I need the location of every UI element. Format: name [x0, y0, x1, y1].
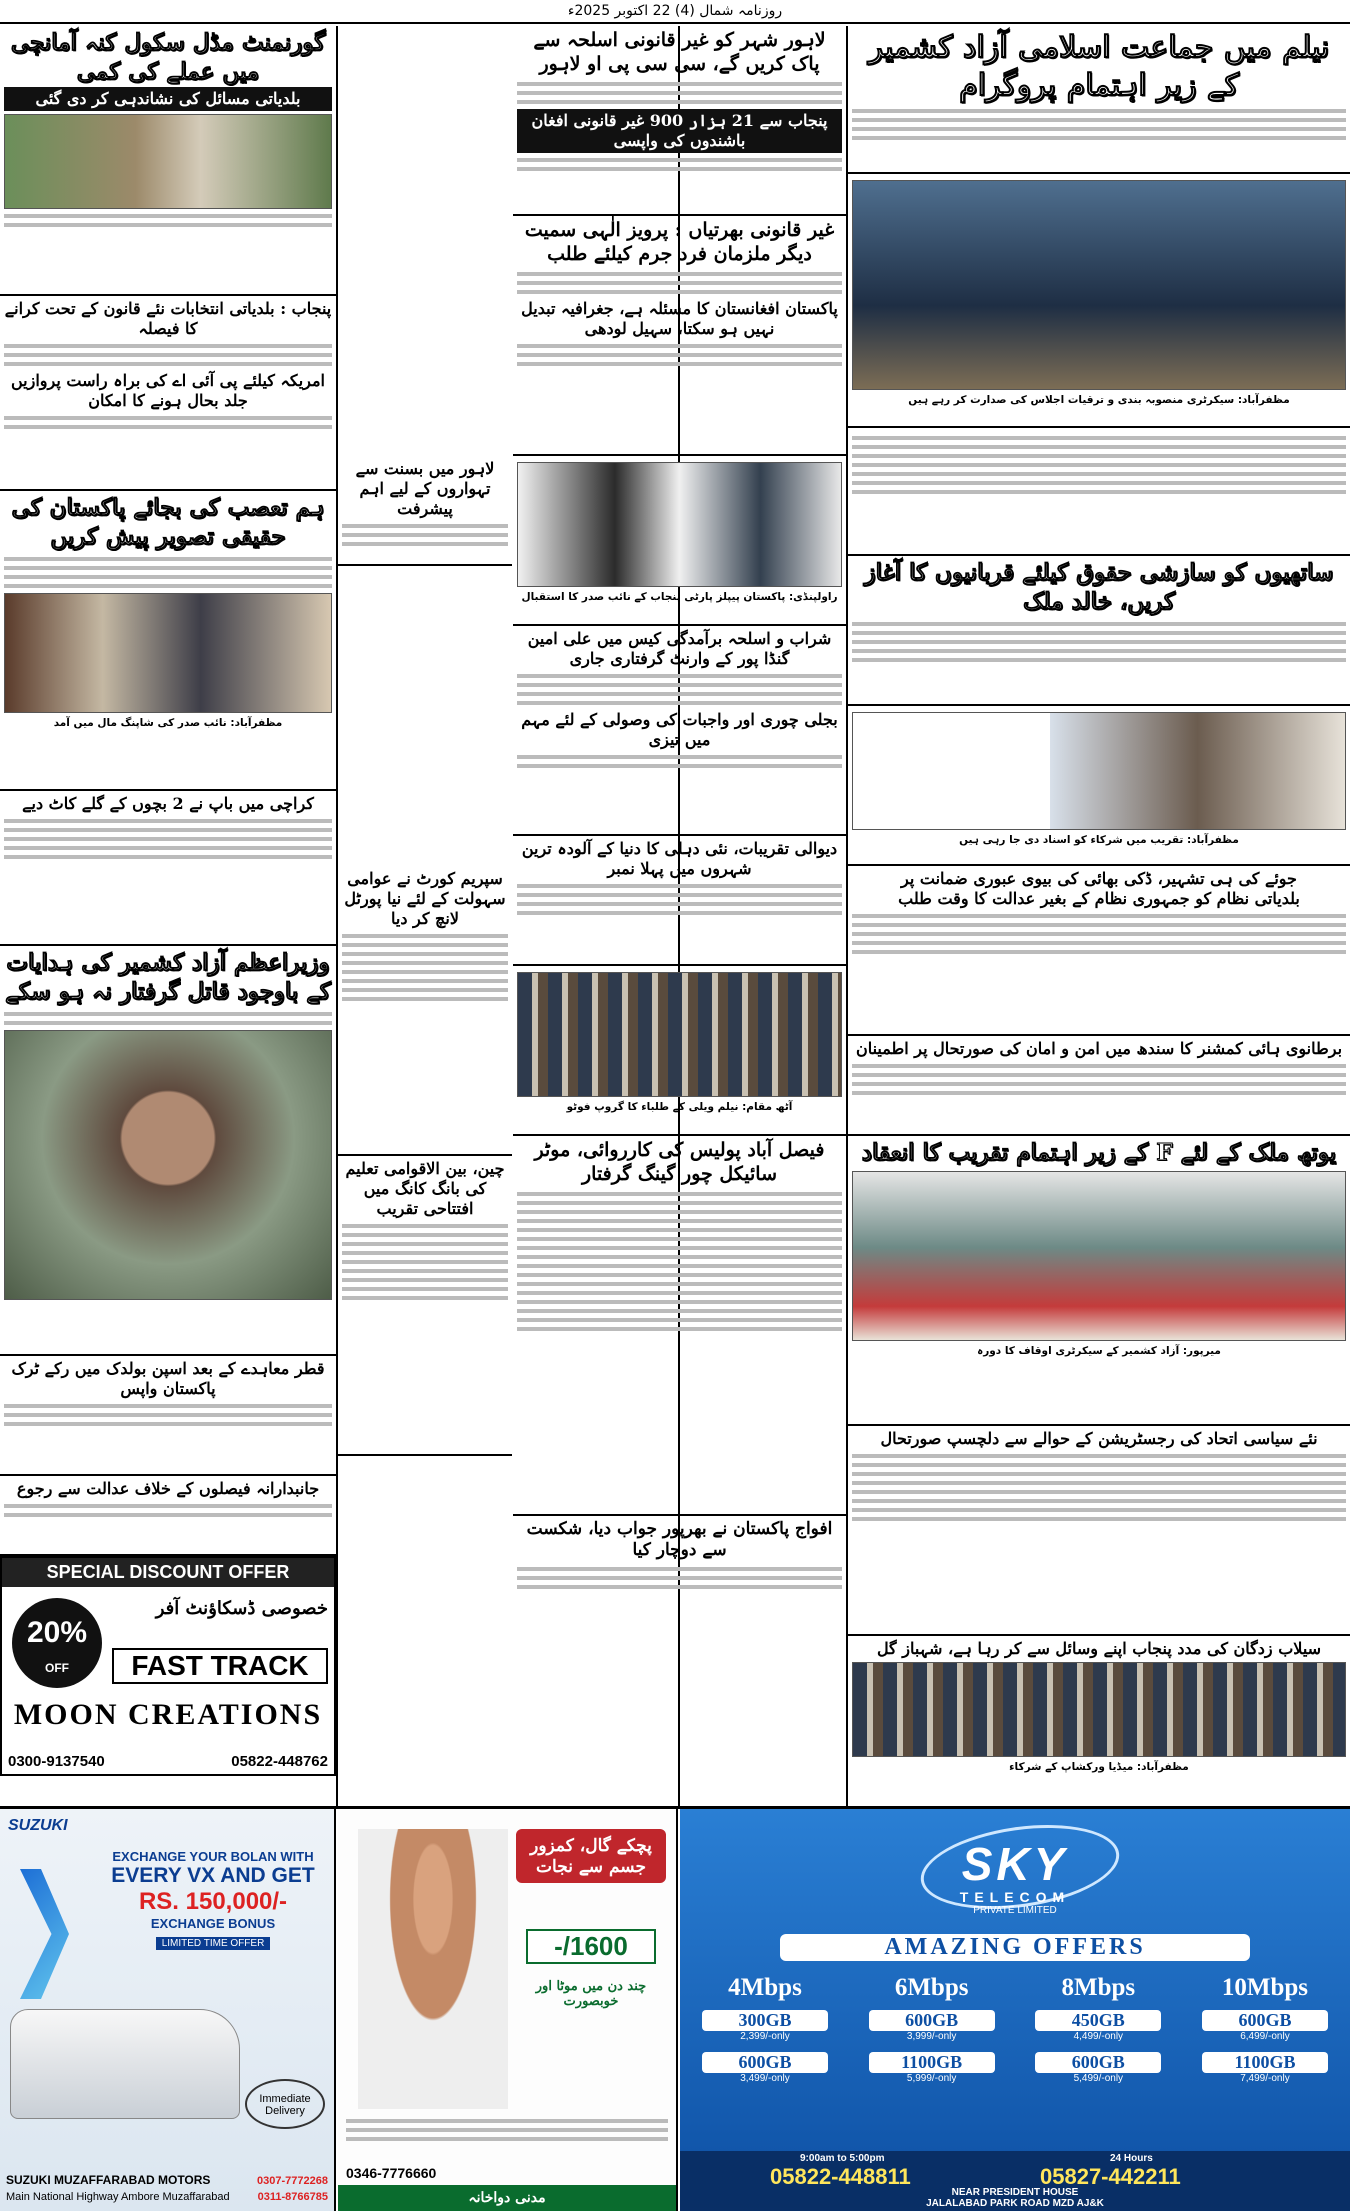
- headline: نئے سیاسی اتحاد کی رجسٹریشن کے حوالے سے دلچسپ صورتحال: [880, 1429, 1318, 1448]
- headline: نیلم میں جماعت اسلامی آزاد کشمیر کے زیر اہتمام پروگرام: [868, 30, 1330, 103]
- sky-logo: SKY: [961, 1838, 1069, 1890]
- caption: مظفرآباد: سیکرٹری منصوبہ بندی و ترقیات اجلاس کی صدارت کر رہے ہیں: [908, 394, 1290, 406]
- sky-plan-card: [1190, 1974, 1340, 2144]
- subheadline: پنجاب سے 21 ہزار 900 غیر قانونی افغان باشندوں کی واپسی: [517, 109, 842, 153]
- caption: راولپنڈی: پاکستان پیپلز پارٹی پنجاب کے نائب صدر کا استقبال: [521, 591, 838, 603]
- sky-plan-card: [857, 1974, 1007, 2144]
- discount-ad: [0, 1556, 336, 1776]
- story-lahore-weapons: [513, 26, 846, 216]
- subheadline: بجلی چوری اور واجبات کی وصولی کے لئے مہم میں تیزی: [521, 710, 838, 749]
- story-photo-students: [513, 966, 846, 1136]
- sky-hours-1: 9:00am to 5:00pm: [800, 2153, 885, 2164]
- man-photo: [4, 1030, 332, 1300]
- story-khalid-malik: [848, 556, 1350, 706]
- headline: شراب و اسلحہ برآمدگی کیس میں علی امین گنڈا پور کے وارنٹ گرفتاری جاری: [527, 629, 832, 668]
- sky-plan-price: 4,499/-only: [1073, 2031, 1124, 2042]
- headline: چین، بین الاقوامی تعلیم کی بانگ کانگ میں افتتاحی تقریب: [345, 1159, 505, 1218]
- headline: سپریم کورٹ نے عوامی سہولت کے لئے نیا پورٹل لانچ کر دیا: [344, 869, 506, 928]
- story-political-alliance: [848, 1426, 1350, 1636]
- sky-plan-gb: 450GB: [1035, 2010, 1161, 2031]
- discount-phone-2[interactable]: 05822-448762: [231, 1753, 328, 1770]
- headline: جوئے کی ہی تشہیر، ڈکی بھائی کی بیوی عبوری ضمانت پر: [901, 869, 1297, 888]
- subheadline: بلدیاتی مسائل کی نشاندہی کر دی گئی: [4, 87, 332, 111]
- exchange-x-icon: [20, 1869, 90, 1999]
- story-court: [0, 1476, 336, 1556]
- sky-banner: AMAZING OFFERS: [780, 1934, 1250, 1961]
- sky-plan-gb: 600GB: [1202, 2010, 1328, 2031]
- story-photo-ceremony: [848, 706, 1350, 866]
- story-education: [848, 428, 1350, 556]
- sky-plan-gb: 600GB: [702, 2052, 828, 2073]
- story-supreme-court: [338, 866, 512, 1156]
- story-photo-meeting: [848, 174, 1350, 428]
- right-column: [848, 26, 1350, 1806]
- headline: کراچی میں باپ نے 2 بچوں کے گلے کاٹ دیے: [22, 794, 314, 813]
- headline: برطانوی ہائی کمشنر کا سندھ میں امن و امان کی صورتحال پر اطمینان: [855, 1039, 1343, 1058]
- discount-phone-1[interactable]: 0300-9137540: [8, 1753, 105, 1770]
- headline: غیر قانونی بھرتیاں : پرویز الٰہی سمیت دیگر ملزمان فرد جرم کیلئے طلب: [524, 219, 835, 265]
- caption: مظفرآباد: میڈیا ورکشاپ کے شرکاء: [1009, 1761, 1189, 1773]
- sky-hours-2: 24 Hours: [1110, 2153, 1153, 2164]
- sky-plans: [690, 1974, 1340, 2144]
- suzuki-line-4: EXCHANGE BONUS: [150, 1916, 276, 1931]
- suzuki-line-3: RS. 150,000/-: [138, 1888, 288, 1915]
- headline: لاہور شہر کو غیر قانونی اسلحہ سے پاک کریں گے، سی سی پی او لاہور: [533, 29, 826, 75]
- story-neelum: [848, 26, 1350, 174]
- meeting-photo: [852, 180, 1346, 390]
- sky-plan-speed: 8Mbps: [1061, 1974, 1136, 2001]
- suzuki-address: Main National Highway Ambore Muzaffarabad: [6, 2191, 230, 2203]
- headline: افواج پاکستان نے بھرپور جواب دیا، شکست سے دوچار کیا: [526, 1519, 833, 1561]
- workshop-photo: [852, 1662, 1346, 1757]
- sky-plan-speed: 4Mbps: [728, 1974, 802, 2001]
- sky-plan-price: 3,499/-only: [740, 2073, 790, 2084]
- story-prejudice: [0, 491, 336, 791]
- headline: ساتھیوں کو سازشی حقوق کیلئے قربانیوں کا آغاز کریں، خالد ملک: [864, 559, 1334, 615]
- story-karachi: [0, 791, 336, 946]
- shopping-photo: [4, 593, 332, 713]
- sky-plan-price: 5,999/-only: [906, 2073, 957, 2084]
- students-photo: [517, 972, 842, 1097]
- headline: یوتھ ملک کے لئے F کے زیر اہتمام تقریب کا انعقاد: [861, 1139, 1337, 1166]
- sky-plan-gb: 600GB: [869, 2010, 995, 2031]
- herbal-ad: [338, 1809, 678, 2211]
- shrine-photo: [852, 1171, 1346, 1341]
- sky-plan-card: [690, 1974, 840, 2144]
- sky-plan-speed: 6Mbps: [894, 1974, 969, 2001]
- headline: فیصل آباد پولیس کی کارروائی، موٹر سائیکل چور گینگ گرفتار: [534, 1139, 825, 1185]
- suzuki-ad: [0, 1809, 336, 2211]
- caption: مظفرآباد: تقریب میں شرکاء کو اسناد دی جا رہی ہیں: [959, 834, 1239, 846]
- story-ducky-bhai: [848, 866, 1350, 1036]
- subheadline: پاکستان افغانستان کا مسئلہ ہے، جغرافیہ تبدیل نہیں ہو سکتا، سہیل لودھی: [521, 298, 838, 338]
- suzuki-line-2: EVERY VX AND GET: [111, 1864, 315, 1887]
- story-gandapur: [513, 626, 846, 836]
- suzuki-dealer: SUZUKI MUZAFFARABAD MOTORS: [6, 2173, 211, 2187]
- suzuki-line-1: EXCHANGE YOUR BOLAN WITH: [112, 1849, 314, 1864]
- suzuki-service: Immediate Delivery: [245, 2079, 325, 2129]
- herbal-phone[interactable]: 0346-7776660: [346, 2165, 437, 2181]
- herbal-tag: چند دن میں موٹا اور خوبصورت: [535, 1979, 647, 2009]
- center-column: [513, 26, 846, 1806]
- headline: گورنمنٹ مڈل سکول کنہ آمانچی میں عملے کی کمی: [10, 29, 326, 85]
- sky-plan-price: 6,499/-only: [1240, 2031, 1290, 2042]
- left-column: [0, 26, 336, 1806]
- discount-badge: 20% OFF: [12, 1598, 102, 1688]
- sky-plan-price: 3,999/-only: [906, 2031, 957, 2042]
- model-image: [358, 1829, 508, 2109]
- sky-ad: [680, 1809, 1350, 2211]
- sky-plan-gb: 1100GB: [1202, 2052, 1328, 2073]
- story-pm-ajk: [0, 946, 336, 1356]
- story-pak-army: [513, 1516, 846, 1796]
- story-pervaiz-elahi: [513, 216, 846, 456]
- ads-row: [0, 1806, 1350, 2208]
- subheadline: بلدیاتی نظام کو جمہوری نظام کے بغیر عدالت کا وقت طلب: [898, 889, 1300, 908]
- story-qatar: [0, 1356, 336, 1476]
- headline: سیلاب زدگان کی مدد پنجاب اپنے وسائل سے کر رہا ہے، شہباز گل: [876, 1639, 1322, 1658]
- suzuki-phone-1[interactable]: 0307-7772268: [257, 2175, 328, 2187]
- headline: دیوالی تقریبات، نئی دہلی کا دنیا کے آلودہ ترین شہروں میں پہلا نمبر: [521, 839, 838, 878]
- sky-plan-price: 2,399/-only: [740, 2031, 790, 2042]
- story-school: [0, 26, 336, 296]
- van-image: [10, 2009, 240, 2119]
- headline: جانبدارانہ فیصلوں کے خلاف عدالت سے رجوع: [16, 1479, 320, 1498]
- discount-banner: SPECIAL DISCOUNT OFFER: [2, 1558, 334, 1587]
- masthead: روزنامہ شمال (4) 22 اکتوبر 2025ء: [0, 0, 1350, 24]
- fast-track: FAST TRACK: [112, 1648, 328, 1684]
- story-faisalabad-gang: [513, 1136, 846, 1516]
- headline: پنجاب : بلدیاتی انتخابات نئے قانون کے تحت کرانے کا فیصلہ: [4, 299, 332, 338]
- story-uk-commissioner: [848, 1036, 1350, 1136]
- story-basant: [338, 456, 512, 566]
- discount-urdu: خصوصی ڈسکاؤنٹ آفر: [155, 1598, 328, 1619]
- story-delhi: [513, 836, 846, 966]
- herbal-title: پچکے گال، کمزور جسم سے نجات: [516, 1829, 666, 1883]
- sky-plan-gb: 300GB: [702, 2010, 828, 2031]
- caption: میرپور: آزاد کشمیر کے سیکرٹری اوقاف کا دورہ: [977, 1344, 1221, 1357]
- sky-plan-gb: 1100GB: [869, 2052, 995, 2073]
- suzuki-tag: LIMITED TIME OFFER: [156, 1937, 271, 1950]
- middle-left-column: [338, 26, 512, 1806]
- story-china: [338, 1156, 512, 1456]
- discount-percent: 20%: [26, 1616, 88, 1649]
- headline: وزیراعظم آزاد کشمیر کی ہدایات کے باوجود قاتل گرفتار نہ ہو سکے: [5, 949, 331, 1005]
- herbal-price: 1600/-: [526, 1929, 656, 1964]
- caption: آٹھ مقام: نیلم ویلی کے طلباء کا گروپ فوٹو: [566, 1101, 793, 1113]
- headline: قطر معاہدے کے بعد اسپن بولدک میں رکے ٹرک پاکستان واپس: [11, 1359, 325, 1398]
- story-media-workshop: [848, 1636, 1350, 1806]
- sky-pvt: PRIVATE LIMITED: [973, 1905, 1057, 1916]
- sky-plan-price: 5,499/-only: [1073, 2073, 1124, 2084]
- subheadline: امریکہ کیلئے پی آئی اے کی براہ راست پروازیں جلد بحال ہونے کا امکان: [10, 371, 325, 410]
- story-photo-ppp: [513, 456, 846, 626]
- ppp-photo: [517, 462, 842, 587]
- caption: مظفرآباد: نائب صدر کی شاپنگ مال میں آمد: [53, 716, 283, 729]
- school-photo: [4, 114, 332, 209]
- headline: ہم تعصب کی بجائے پاکستان کی حقیقی تصویر پیش کریں: [11, 494, 325, 550]
- sky-telecom: TELECOM: [959, 1889, 1071, 1905]
- sky-plan-price: 7,499/-only: [1240, 2073, 1290, 2084]
- story-local-elections: [0, 296, 336, 491]
- sky-address-1: NEAR PRESIDENT HOUSE: [951, 2187, 1079, 2198]
- story-body: [852, 109, 1346, 140]
- sky-plan-card: [1023, 1974, 1173, 2144]
- sky-address-2: JALALABAD PARK ROAD MZD AJ&K: [926, 2198, 1104, 2209]
- sky-plan-gb: 600GB: [1035, 2052, 1161, 2073]
- suzuki-phone-2[interactable]: 0311-8766785: [257, 2191, 328, 2203]
- moon-creations: MOON CREATIONS: [13, 1698, 323, 1731]
- sky-phone-1[interactable]: 05822-448811: [770, 2164, 911, 2189]
- sky-footer: [680, 2151, 1350, 2211]
- sky-phone-2[interactable]: 05827-442211: [1040, 2164, 1181, 2189]
- ceremony-photo: [852, 712, 1346, 830]
- story-youth: [848, 1136, 1350, 1426]
- sky-plan-speed: 10Mbps: [1221, 1974, 1309, 2001]
- headline: لاہور میں بسنت سے تہواروں کے لیے اہم پیشرفت: [355, 459, 495, 518]
- suzuki-logo: SUZUKI: [8, 1817, 68, 1834]
- herbal-shop: مدنی دواخانہ: [338, 2185, 676, 2211]
